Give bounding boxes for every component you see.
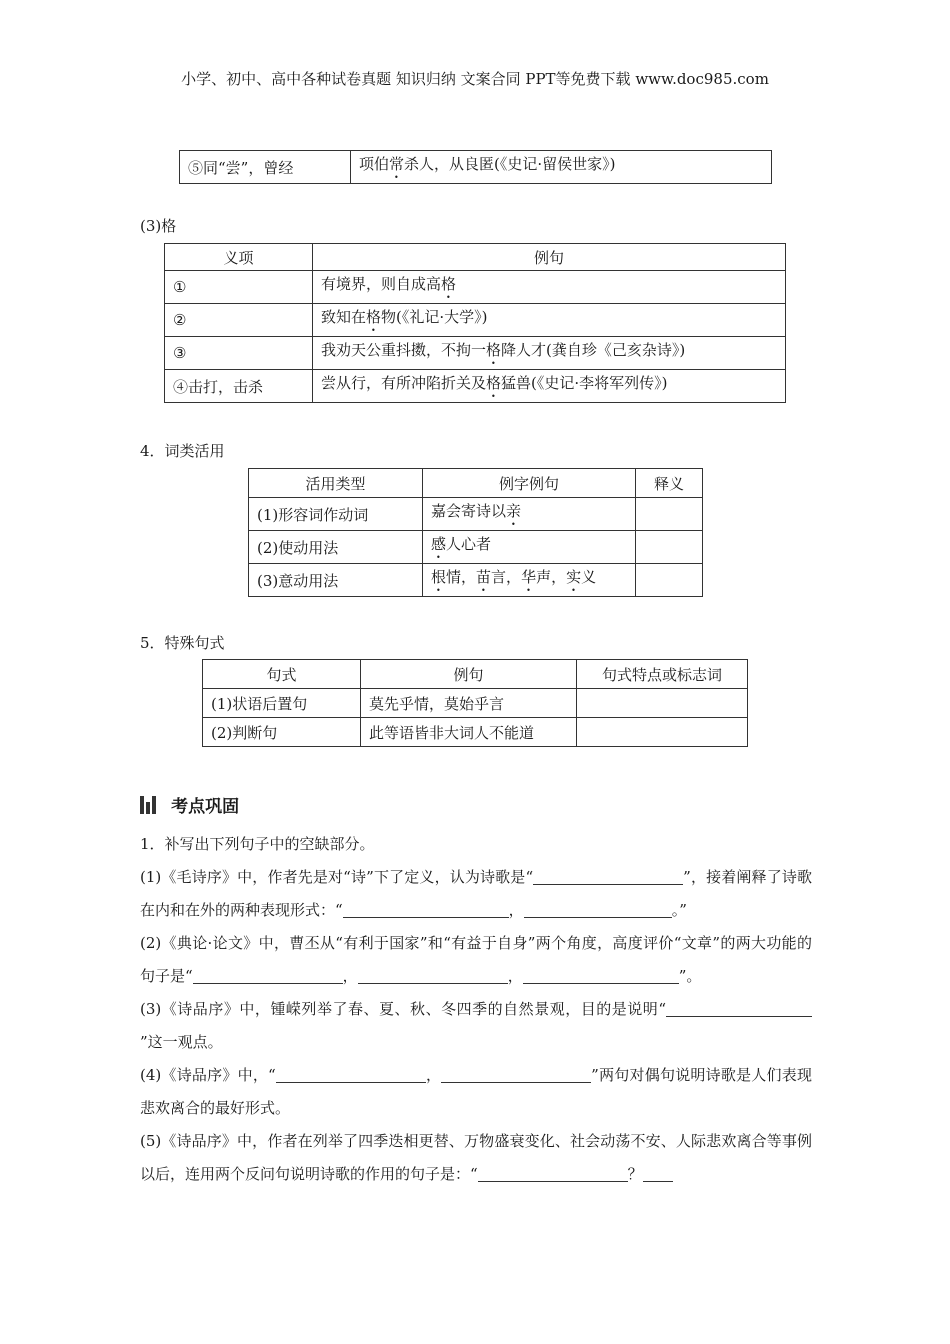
answer-blank[interactable] [524, 900, 664, 918]
answer-blank[interactable] [664, 900, 672, 918]
answer-blank[interactable] [666, 999, 756, 1017]
section-ge-title: (3)格 [140, 217, 177, 235]
section4-title: 4．词类活用 [140, 442, 225, 460]
feature-cell[interactable] [577, 689, 748, 718]
question-3: (3)《诗品序》中，锺嵘列举了春、夏、秋、冬四季的自然景观，目的是说明“”这一观点。 [140, 993, 812, 1059]
meaning-cell[interactable] [636, 531, 703, 564]
table-row [203, 689, 748, 718]
answer-blank[interactable] [478, 1164, 628, 1182]
header-meaning: 义项 [165, 244, 313, 271]
answer-blank[interactable] [663, 966, 679, 984]
answer-blank[interactable] [358, 966, 508, 984]
answer-blank[interactable] [343, 900, 509, 918]
example-cell: 有境界，则自成高格 [313, 271, 786, 304]
table-header-row [249, 469, 703, 498]
header-example: 例句 [313, 244, 786, 271]
table-row [165, 271, 786, 304]
table-row [165, 370, 786, 403]
answer-blank[interactable] [193, 966, 343, 984]
example-cell: 此等语皆非大词人不能道 [361, 718, 577, 747]
answer-blank[interactable] [533, 867, 683, 885]
table-sentence-pattern [202, 659, 748, 747]
question-1: (1)《毛诗序》中，作者先是对“诗”下了定义，认为诗歌是“ ”，接着阐释了诗歌在内和在外的两种表现形式：“ ， 。” [140, 868, 813, 919]
header-example: 例字例句 [423, 469, 636, 498]
example-cell: 嘉会寄诗以亲 [423, 498, 636, 531]
table-row [165, 304, 786, 337]
question-intro: 1．补写出下列句子中的空缺部分。 [140, 835, 375, 853]
meaning-cell: ③ [165, 337, 313, 370]
answer-blank[interactable] [441, 1065, 591, 1083]
meaning-cell[interactable] [636, 564, 703, 597]
table-header-row [165, 244, 786, 271]
meaning-cell: ⑤同“尝”，曾经 [180, 151, 351, 184]
answer-blank[interactable] [276, 1065, 426, 1083]
type-cell: (2)使动用法 [249, 531, 423, 564]
header-feature: 句式特点或标志词 [577, 660, 748, 689]
example-cell: 我劝天公重抖擞，不拘一格降人才(龚自珍《己亥杂诗》) [313, 337, 786, 370]
meaning-cell[interactable] [636, 498, 703, 531]
example-cell: 根情，苗言，华声，实义 [423, 564, 636, 597]
table-row [180, 151, 772, 184]
feature-cell[interactable] [577, 718, 748, 747]
table-row [165, 337, 786, 370]
example-cell: 感人心者 [423, 531, 636, 564]
table-ge [164, 243, 786, 403]
meaning-cell: ② [165, 304, 313, 337]
answer-blank[interactable] [643, 1164, 673, 1182]
table-word-class [248, 468, 703, 597]
question-2: (2)《典论·论文》中，曹丕从“有利于国家”和“有益于自身”两个角度，高度评价“文章”的两大功能的句子是“ ， ， ”。 [140, 934, 812, 985]
header-example: 例句 [361, 660, 577, 689]
question-4: (4)《诗品序》中，“ ， ”两句对偶句说明诗歌是人们表现悲欢离合的最好形式。 [140, 1066, 812, 1117]
header-pattern: 句式 [203, 660, 361, 689]
pattern-cell: (2)判断句 [203, 718, 361, 747]
pattern-cell: (1)状语后置句 [203, 689, 361, 718]
table-header-row [203, 660, 748, 689]
example-cell: 莫先乎情，莫始乎言 [361, 689, 577, 718]
example-cell: 项伯常杀人，从良匿(《史记·留侯世家》) [351, 151, 772, 184]
table-row [249, 531, 703, 564]
section5-title: 5．特殊句式 [140, 634, 225, 652]
consolidation-heading: 考点巩固 [140, 792, 239, 817]
meaning-cell: ④击打，击杀 [165, 370, 313, 403]
question-5: (5)《诗品序》中，作者在列举了四季迭相更替、万物盛衰变化、社会动荡不安、人际悲欢离合等事例以后，连用两个反问句说明诗歌的作用的句子是：“ ？ [140, 1132, 812, 1183]
table-shang [179, 150, 772, 184]
header-type: 活用类型 [249, 469, 423, 498]
type-cell: (3)意动用法 [249, 564, 423, 597]
table-row [203, 718, 748, 747]
table-row [249, 498, 703, 531]
question-block [140, 828, 812, 1191]
example-cell: 尝从行，有所冲陷折关及格猛兽(《史记·李将军列传》) [313, 370, 786, 403]
answer-blank[interactable] [523, 966, 663, 984]
page-header: 小学、初中、高中各种试卷真题 知识归纳 文案合同 PPT等免费下载 www.doc985.com [181, 70, 769, 88]
table-row [249, 564, 703, 597]
example-cell: 致知在格物(《礼记·大学》) [313, 304, 786, 337]
header-meaning: 释义 [636, 469, 703, 498]
bars-icon [140, 796, 158, 814]
meaning-cell: ① [165, 271, 313, 304]
answer-blank[interactable] [756, 999, 812, 1017]
type-cell: (1)形容词作动词 [249, 498, 423, 531]
